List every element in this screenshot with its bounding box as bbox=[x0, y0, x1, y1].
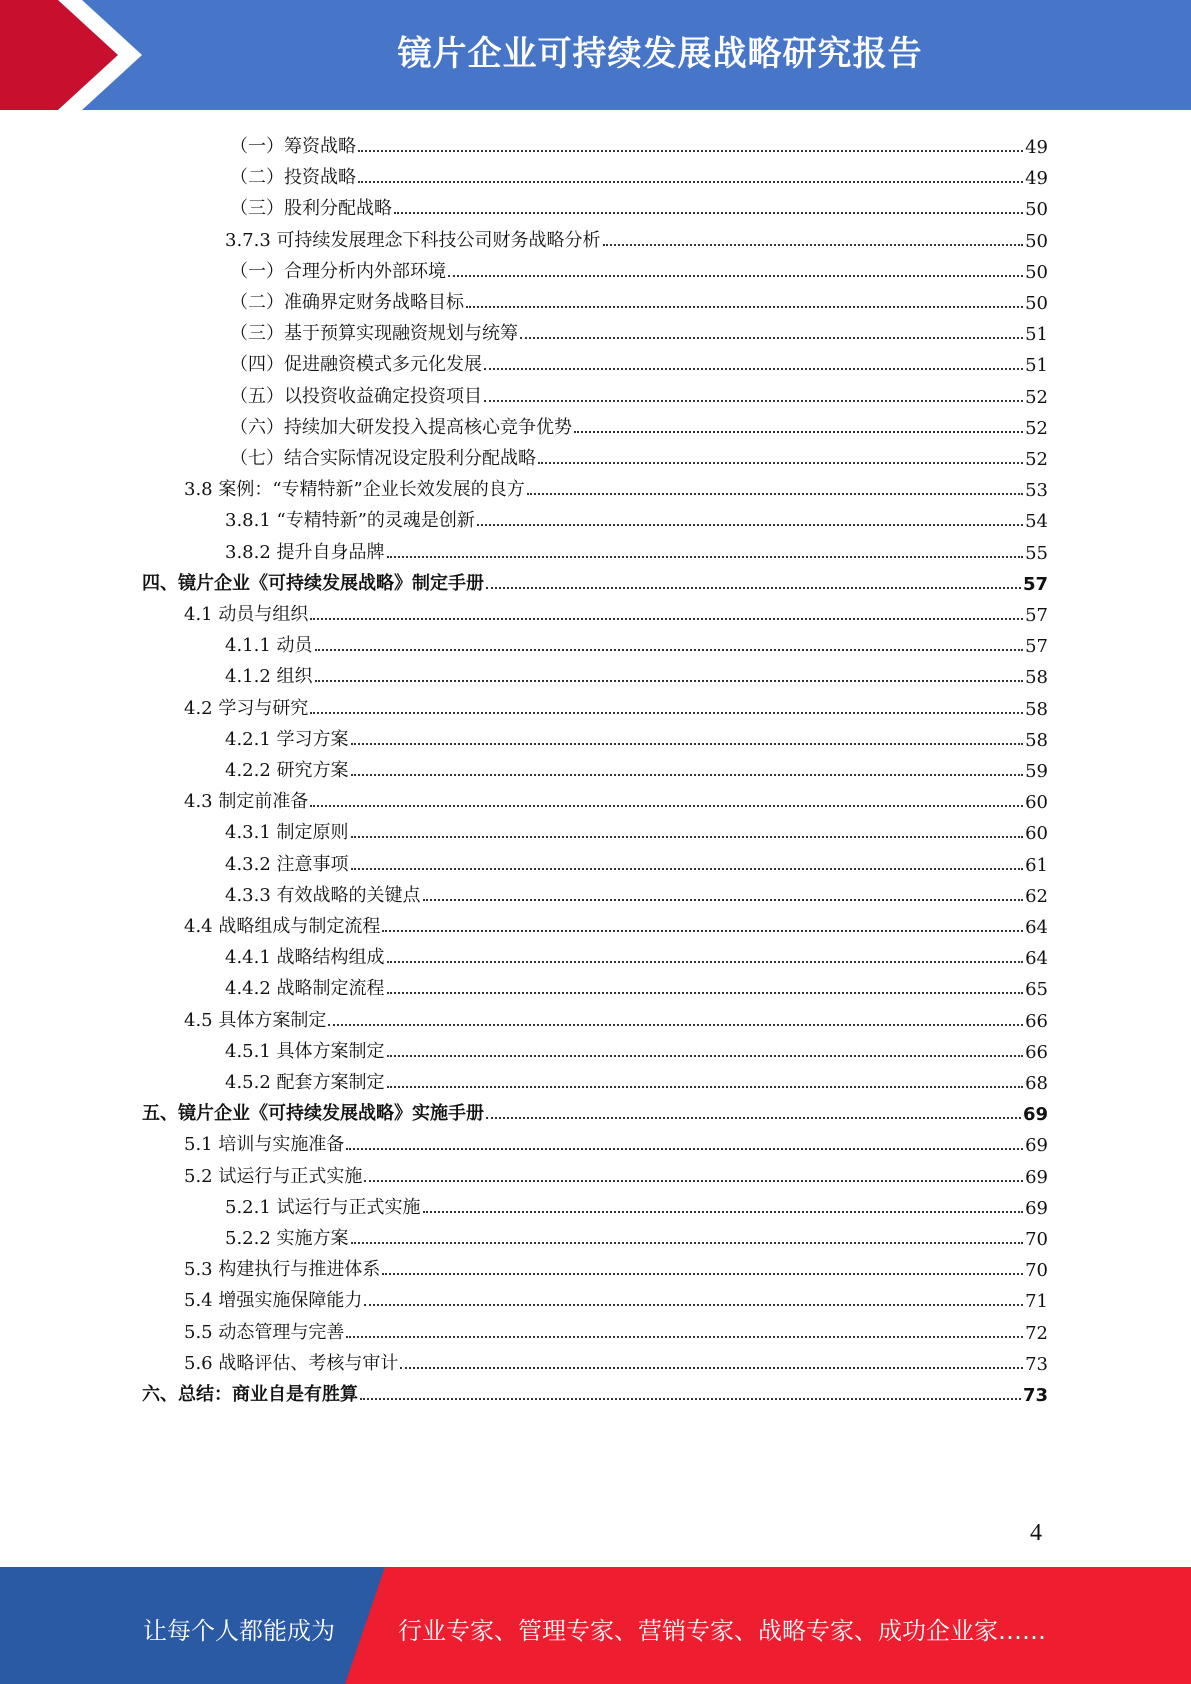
toc-dot-leader bbox=[351, 1241, 1024, 1244]
toc-dot-leader bbox=[387, 1054, 1024, 1057]
toc-entry[interactable] bbox=[225, 751, 1048, 782]
toc-dot-leader bbox=[310, 804, 1023, 807]
toc-entry-label: 4.4.1 战略结构组成 bbox=[225, 947, 385, 969]
toc-dot-leader bbox=[351, 773, 1024, 776]
toc-entry-label: 4.4 战略组成与制定流程 bbox=[184, 916, 381, 937]
toc-entry-label: 5.2 试运行与正式实施 bbox=[184, 1165, 363, 1187]
toc-dot-leader bbox=[364, 1179, 1023, 1182]
toc-entry[interactable] bbox=[225, 533, 1048, 564]
toc-entry-label: 4.1 动员与组织 bbox=[184, 604, 309, 625]
toc-entry-label: 六、总结：商业自是有胜算 bbox=[142, 1384, 358, 1405]
toc-dot-leader bbox=[423, 1210, 1024, 1213]
toc-dot-leader bbox=[315, 648, 1024, 651]
toc-entry-page: 62 bbox=[1025, 885, 1048, 907]
toc-dot-leader bbox=[364, 1303, 1023, 1306]
toc-dot-leader bbox=[387, 555, 1024, 558]
toc-entry-page: 69 bbox=[1025, 1166, 1048, 1188]
toc-dot-leader bbox=[358, 180, 1023, 183]
toc-dot-leader bbox=[310, 617, 1023, 620]
toc-entry-page: 54 bbox=[1025, 511, 1048, 533]
toc-entry-label: 5.5 动态管理与完善 bbox=[184, 1321, 345, 1343]
toc-entry-label: 3.8.2 提升自身品牌 bbox=[225, 541, 385, 563]
toc-entry-page: 57 bbox=[1025, 605, 1048, 626]
toc-entry-label: 3.7.3 可持续发展理念下科技公司财务战略分析 bbox=[225, 229, 601, 251]
toc-entry-label: 4.3.3 有效战略的关键点 bbox=[225, 884, 421, 906]
toc-entry-label: （三）基于预算实现融资规划与统筹 bbox=[230, 323, 518, 345]
toc-entry[interactable] bbox=[225, 1063, 1048, 1094]
toc-entry[interactable] bbox=[225, 845, 1048, 876]
toc-entry-page: 50 bbox=[1025, 199, 1048, 221]
toc-entry-page: 64 bbox=[1025, 917, 1048, 938]
header-chevron-decoration bbox=[0, 0, 160, 110]
toc-entry[interactable] bbox=[225, 1188, 1048, 1219]
toc-entry[interactable] bbox=[225, 813, 1048, 844]
toc-entry[interactable] bbox=[230, 345, 1048, 376]
toc-entry[interactable] bbox=[225, 657, 1048, 688]
footer-slogan-left: 让每个人都能成为 bbox=[143, 1617, 335, 1645]
toc-entry-label: （七）结合实际情况设定股利分配战略 bbox=[230, 448, 536, 469]
toc-entry[interactable] bbox=[225, 720, 1048, 751]
toc-entry-label: （六）持续加大研发投入提高核心竞争优势 bbox=[230, 416, 572, 438]
toc-entry[interactable] bbox=[184, 782, 1048, 813]
toc-dot-leader bbox=[448, 274, 1023, 277]
toc-entry[interactable] bbox=[184, 1001, 1048, 1032]
toc-dot-leader bbox=[346, 1335, 1023, 1338]
toc-entry-page: 51 bbox=[1025, 355, 1048, 377]
toc-entry-page: 65 bbox=[1025, 979, 1048, 1001]
page-footer bbox=[0, 1567, 1191, 1684]
toc-entry-page: 49 bbox=[1025, 137, 1048, 158]
toc-entry-label: 四、镜片企业《可持续发展战略》制定手册 bbox=[142, 572, 484, 594]
toc-entry-page: 51 bbox=[1025, 324, 1048, 346]
footer-slogan-right: 行业专家、管理专家、营销专家、战略专家、成功企业家…… bbox=[398, 1617, 1046, 1645]
toc-entry-label: 5.1 培训与实施准备 bbox=[184, 1134, 345, 1156]
toc-dot-leader bbox=[520, 336, 1023, 339]
toc-dot-leader bbox=[477, 523, 1023, 526]
toc-entry[interactable] bbox=[184, 595, 1048, 626]
toc-dot-leader bbox=[484, 367, 1023, 370]
toc-entry-label: 4.1.2 组织 bbox=[225, 666, 313, 688]
toc-entry-page: 57 bbox=[1022, 573, 1048, 595]
toc-entry-label: 4.2 学习与研究 bbox=[184, 697, 309, 719]
toc-entry[interactable] bbox=[225, 1219, 1048, 1250]
toc-entry-label: 5.6 战略评估、考核与审计 bbox=[184, 1352, 399, 1374]
toc-entry-label: 5.4 增强实施保障能力 bbox=[184, 1290, 363, 1312]
toc-entry-page: 52 bbox=[1025, 417, 1048, 439]
toc-entry-page: 66 bbox=[1025, 1041, 1048, 1063]
toc-entry-page: 66 bbox=[1025, 1010, 1048, 1032]
page-header bbox=[0, 0, 1191, 110]
toc-entry[interactable] bbox=[230, 377, 1048, 408]
toc-entry-page: 58 bbox=[1025, 729, 1048, 751]
toc-entry-label: 5.2.1 试运行与正式实施 bbox=[225, 1196, 421, 1218]
toc-entry-page: 50 bbox=[1025, 230, 1048, 252]
toc-entry[interactable] bbox=[225, 969, 1048, 1000]
toc-entry-page: 69 bbox=[1025, 1135, 1048, 1157]
toc-entry-page: 72 bbox=[1025, 1322, 1048, 1344]
toc-entry[interactable] bbox=[230, 439, 1048, 470]
toc-entry-label: （二）准确界定财务战略目标 bbox=[230, 292, 464, 313]
toc-entry[interactable] bbox=[184, 1157, 1048, 1188]
toc-entry[interactable] bbox=[230, 314, 1048, 345]
toc-entry[interactable] bbox=[225, 221, 1048, 252]
toc-entry-page: 70 bbox=[1025, 1229, 1048, 1250]
toc-dot-leader bbox=[538, 461, 1023, 464]
toc-entry-page: 68 bbox=[1025, 1073, 1048, 1094]
toc-entry-page: 59 bbox=[1025, 761, 1048, 782]
toc-dot-leader bbox=[574, 430, 1023, 433]
toc-entry[interactable] bbox=[230, 158, 1048, 189]
toc-entry[interactable] bbox=[225, 876, 1048, 907]
toc-dot-leader bbox=[351, 867, 1024, 870]
report-title: 镜片企业可持续发展战略研究报告 bbox=[397, 34, 923, 74]
toc-entry[interactable] bbox=[142, 564, 1048, 595]
toc-dot-leader bbox=[486, 586, 1021, 589]
toc-entry[interactable] bbox=[184, 907, 1048, 938]
toc-entry-page: 58 bbox=[1025, 698, 1048, 720]
toc-entry-page: 73 bbox=[1022, 1385, 1048, 1406]
toc-entry-page: 50 bbox=[1025, 261, 1048, 283]
toc-entry-label: （一）筹资战略 bbox=[230, 136, 356, 157]
toc-entry-page: 55 bbox=[1025, 542, 1048, 564]
toc-entry[interactable] bbox=[230, 408, 1048, 439]
toc-entry-label: （五）以投资收益确定投资项目 bbox=[230, 385, 482, 407]
toc-dot-leader bbox=[382, 1272, 1023, 1275]
toc-entry[interactable] bbox=[225, 938, 1048, 969]
toc-entry-label: （三）股利分配战略 bbox=[230, 198, 392, 220]
toc-entry[interactable] bbox=[184, 1281, 1048, 1312]
toc-entry[interactable] bbox=[184, 1344, 1048, 1375]
toc-entry-page: 52 bbox=[1025, 449, 1048, 470]
toc-entry[interactable] bbox=[225, 626, 1048, 657]
toc-dot-leader bbox=[351, 835, 1024, 838]
toc-entry-label: 4.5.1 具体方案制定 bbox=[225, 1040, 385, 1062]
toc-entry-page: 64 bbox=[1025, 948, 1048, 970]
toc-dot-leader bbox=[346, 1147, 1023, 1150]
toc-entry[interactable] bbox=[184, 1125, 1048, 1156]
toc-entry-label: 3.8 案例：“专精特新”企业长效发展的良方 bbox=[184, 479, 525, 501]
toc-dot-leader bbox=[315, 679, 1024, 682]
toc-entry-page: 60 bbox=[1025, 792, 1048, 814]
toc-entry-page: 58 bbox=[1025, 667, 1048, 689]
toc-entry-label: 4.3 制定前准备 bbox=[184, 791, 309, 813]
toc-entry-page: 49 bbox=[1025, 168, 1048, 190]
toc-dot-leader bbox=[387, 960, 1024, 963]
toc-entry-label: 3.8.1 “专精特新”的灵魂是创新 bbox=[225, 510, 475, 532]
toc-entry-label: 4.1.1 动员 bbox=[225, 635, 313, 657]
toc-dot-leader bbox=[310, 711, 1023, 714]
toc-entry-label: 5.3 构建执行与推进体系 bbox=[184, 1259, 381, 1281]
toc-dot-leader bbox=[351, 742, 1024, 745]
toc-entry[interactable] bbox=[230, 283, 1048, 314]
toc-entry-page: 57 bbox=[1025, 636, 1048, 658]
toc-entry[interactable] bbox=[184, 1250, 1048, 1281]
toc-entry-page: 53 bbox=[1025, 480, 1048, 502]
toc-dot-leader bbox=[484, 399, 1023, 402]
toc-entry-label: 4.3.1 制定原则 bbox=[225, 822, 349, 844]
toc-dot-leader bbox=[387, 991, 1024, 994]
toc-dot-leader bbox=[382, 929, 1023, 932]
toc-entry-label: 4.2.2 研究方案 bbox=[225, 760, 349, 781]
toc-dot-leader bbox=[387, 1085, 1024, 1088]
toc-entry[interactable] bbox=[184, 470, 1048, 501]
page-number: 4 bbox=[1030, 1520, 1042, 1546]
toc-dot-leader bbox=[358, 149, 1023, 152]
toc-entry-label: 4.4.2 战略制定流程 bbox=[225, 978, 385, 1000]
toc-entry-label: 4.5.2 配套方案制定 bbox=[225, 1072, 385, 1093]
toc-entry-page: 71 bbox=[1025, 1291, 1048, 1313]
toc-entry[interactable] bbox=[230, 127, 1048, 158]
toc-entry[interactable] bbox=[225, 501, 1048, 532]
toc-dot-leader bbox=[603, 243, 1024, 246]
toc-dot-leader bbox=[466, 305, 1023, 308]
toc-entry[interactable] bbox=[184, 1313, 1048, 1344]
toc-entry-page: 73 bbox=[1025, 1353, 1048, 1375]
toc-entry[interactable] bbox=[225, 1032, 1048, 1063]
toc-entry-page: 52 bbox=[1025, 386, 1048, 408]
toc-entry-page: 60 bbox=[1025, 823, 1048, 845]
toc-entry-page: 50 bbox=[1025, 293, 1048, 314]
toc-entry-label: 五、镜片企业《可持续发展战略》实施手册 bbox=[142, 1103, 484, 1125]
toc-entry-page: 61 bbox=[1025, 854, 1048, 876]
toc-dot-leader bbox=[486, 1116, 1021, 1119]
toc-entry-page: 69 bbox=[1025, 1197, 1048, 1219]
toc-entry-label: （一）合理分析内外部环境 bbox=[230, 260, 446, 282]
toc-entry[interactable] bbox=[230, 252, 1048, 283]
toc-entry-label: 5.2.2 实施方案 bbox=[225, 1228, 349, 1249]
toc-entry[interactable] bbox=[142, 1094, 1048, 1125]
toc-dot-leader bbox=[360, 1397, 1021, 1400]
toc-entry-page: 69 bbox=[1022, 1104, 1048, 1126]
toc-dot-leader bbox=[400, 1366, 1023, 1369]
toc-entry-label: 4.3.2 注意事项 bbox=[225, 853, 349, 875]
toc-dot-leader bbox=[394, 211, 1023, 214]
toc-entry[interactable] bbox=[184, 689, 1048, 720]
toc-entry-page: 70 bbox=[1025, 1260, 1048, 1282]
toc-entry[interactable] bbox=[230, 189, 1048, 220]
toc-entry[interactable] bbox=[142, 1375, 1048, 1406]
toc-entry-label: 4.5 具体方案制定 bbox=[184, 1009, 327, 1031]
toc-entry-label: （四）促进融资模式多元化发展 bbox=[230, 354, 482, 376]
toc-dot-leader bbox=[423, 898, 1024, 901]
toc-dot-leader bbox=[328, 1023, 1023, 1026]
toc-entry-label: 4.2.1 学习方案 bbox=[225, 728, 349, 750]
toc-dot-leader bbox=[527, 492, 1023, 495]
toc-entry-label: （二）投资战略 bbox=[230, 167, 356, 189]
